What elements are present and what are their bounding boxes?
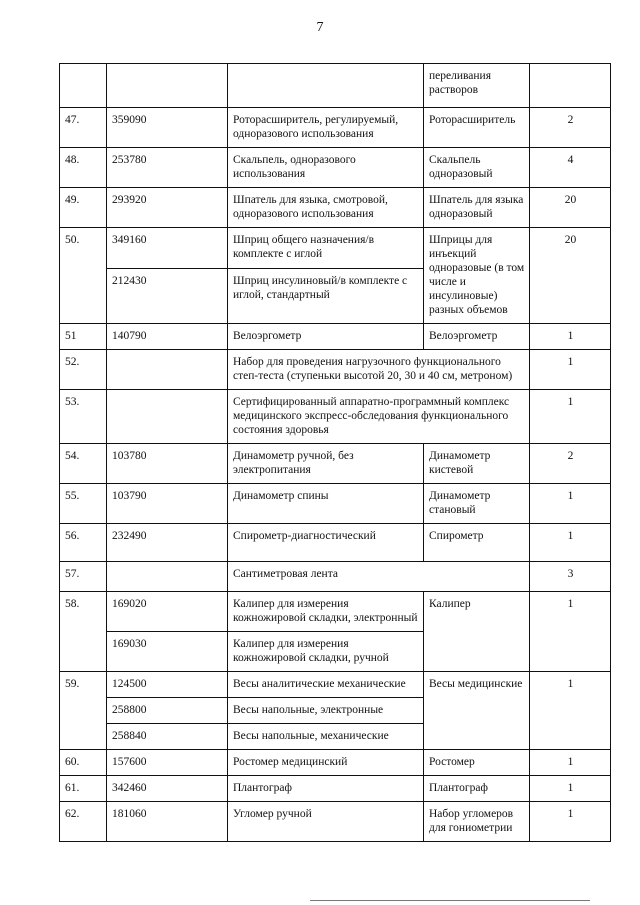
nomenclature-code: 103790 <box>107 484 228 524</box>
nomenclature-code: 212430 <box>107 268 228 323</box>
row-number: 53. <box>60 390 107 444</box>
item-quantity: 4 <box>530 148 611 188</box>
row-number: 57. <box>60 562 107 592</box>
item-type: Скальпель одноразовый <box>424 148 530 188</box>
item-quantity: 20 <box>530 228 611 324</box>
item-name: Сертифицированный аппаратно-программный комплекс медицинского экспресс-обследования функционального состояния здоровья <box>228 390 530 444</box>
item-name: Динамометр ручной, без электропитания <box>228 444 424 484</box>
row-number: 54. <box>60 444 107 484</box>
nomenclature-code: 103780 <box>107 444 228 484</box>
row-number: 59. <box>60 672 107 750</box>
item-quantity: 2 <box>530 108 611 148</box>
item-type: Динамометр кистевой <box>424 444 530 484</box>
item-name: Роторасширитель, регулируемый, одноразового использования <box>228 108 424 148</box>
item-name: Весы напольные, механические <box>228 724 424 750</box>
table-row <box>60 64 611 108</box>
equipment-table <box>59 63 611 842</box>
nomenclature-code <box>107 350 228 390</box>
item-quantity: 1 <box>530 390 611 444</box>
row-number: 58. <box>60 592 107 672</box>
row-number: 61. <box>60 776 107 802</box>
item-type: Шприцы для инъекций одноразовые (в том числе и инсулиновые) разных объемов <box>424 228 530 324</box>
table-row <box>60 108 611 148</box>
item-type: Набор угломеров для гониометрии <box>424 802 530 842</box>
row-number: 51 <box>60 324 107 350</box>
item-quantity: 3 <box>530 562 611 592</box>
table-row <box>60 350 611 390</box>
nomenclature-code: 258840 <box>107 724 228 750</box>
item-quantity: 1 <box>530 350 611 390</box>
item-quantity: 1 <box>530 592 611 672</box>
row-number: 52. <box>60 350 107 390</box>
item-quantity: 1 <box>530 750 611 776</box>
table-row <box>60 776 611 802</box>
item-quantity: 1 <box>530 524 611 562</box>
item-name: Калипер для измерения кожножировой складки, ручной <box>228 632 424 672</box>
item-type: Плантограф <box>424 776 530 802</box>
nomenclature-code: 359090 <box>107 108 228 148</box>
item-name <box>228 64 424 108</box>
nomenclature-code <box>107 390 228 444</box>
table-row <box>60 802 611 842</box>
table-row <box>60 562 611 592</box>
table-row <box>60 672 611 698</box>
row-number: 48. <box>60 148 107 188</box>
table-row <box>60 228 611 269</box>
item-name: Плантограф <box>228 776 424 802</box>
nomenclature-code: 349160 <box>107 228 228 269</box>
table-row <box>60 324 611 350</box>
row-number: 47. <box>60 108 107 148</box>
item-quantity: 2 <box>530 444 611 484</box>
item-name: Угломер ручной <box>228 802 424 842</box>
nomenclature-code: 169030 <box>107 632 228 672</box>
nomenclature-code: 258800 <box>107 698 228 724</box>
item-type: Калипер <box>424 592 530 672</box>
row-number: 55. <box>60 484 107 524</box>
item-name: Сантиметровая лента <box>228 562 530 592</box>
item-name: Шприц общего назначения/в комплекте с иглой <box>228 228 424 269</box>
item-quantity: 1 <box>530 484 611 524</box>
item-name: Шпатель для языка, смотровой, одноразового использования <box>228 188 424 228</box>
item-type: Спирометр <box>424 524 530 562</box>
item-type: Шпатель для языка одноразовый <box>424 188 530 228</box>
item-quantity: 20 <box>530 188 611 228</box>
item-type: Динамометр становый <box>424 484 530 524</box>
nomenclature-code: 157600 <box>107 750 228 776</box>
row-number: 60. <box>60 750 107 776</box>
item-quantity: 1 <box>530 776 611 802</box>
nomenclature-code <box>107 562 228 592</box>
table-row <box>60 188 611 228</box>
row-number: 62. <box>60 802 107 842</box>
nomenclature-code: 169020 <box>107 592 228 632</box>
page-number: 7 <box>316 20 324 35</box>
nomenclature-code: 342460 <box>107 776 228 802</box>
nomenclature-code: 181060 <box>107 802 228 842</box>
table-row <box>60 524 611 562</box>
item-type: Велоэргометр <box>424 324 530 350</box>
item-name: Весы аналитические механические <box>228 672 424 698</box>
row-number <box>60 64 107 108</box>
table-row <box>60 484 611 524</box>
item-name: Шприц инсулиновый/в комплекте с иглой, стандартный <box>228 268 424 323</box>
row-number: 49. <box>60 188 107 228</box>
item-name: Ростомер медицинский <box>228 750 424 776</box>
item-quantity: 1 <box>530 324 611 350</box>
item-name: Набор для проведения нагрузочного функционального степ-теста (ступеньки высотой 20, 30 и 40 см, метроном) <box>228 350 530 390</box>
row-number: 50. <box>60 228 107 324</box>
scan-edge-line <box>310 900 590 901</box>
table-row <box>60 390 611 444</box>
item-quantity: 1 <box>530 802 611 842</box>
item-type: Весы медицинские <box>424 672 530 750</box>
item-quantity: 1 <box>530 672 611 750</box>
nomenclature-code: 124500 <box>107 672 228 698</box>
item-type: Роторасширитель <box>424 108 530 148</box>
table-row <box>60 592 611 632</box>
item-type: Ростомер <box>424 750 530 776</box>
row-number: 56. <box>60 524 107 562</box>
item-name: Весы напольные, электронные <box>228 698 424 724</box>
item-type: переливания растворов <box>424 64 530 108</box>
nomenclature-code: 232490 <box>107 524 228 562</box>
item-name: Динамометр спины <box>228 484 424 524</box>
nomenclature-code: 140790 <box>107 324 228 350</box>
item-name: Велоэргометр <box>228 324 424 350</box>
item-name: Калипер для измерения кожножировой складки, электронный <box>228 592 424 632</box>
nomenclature-code: 293920 <box>107 188 228 228</box>
table-row <box>60 148 611 188</box>
item-name: Спирометр-диагностический <box>228 524 424 562</box>
item-name: Скальпель, одноразового использования <box>228 148 424 188</box>
table-row <box>60 444 611 484</box>
nomenclature-code <box>107 64 228 108</box>
table-row <box>60 750 611 776</box>
nomenclature-code: 253780 <box>107 148 228 188</box>
item-quantity <box>530 64 611 108</box>
